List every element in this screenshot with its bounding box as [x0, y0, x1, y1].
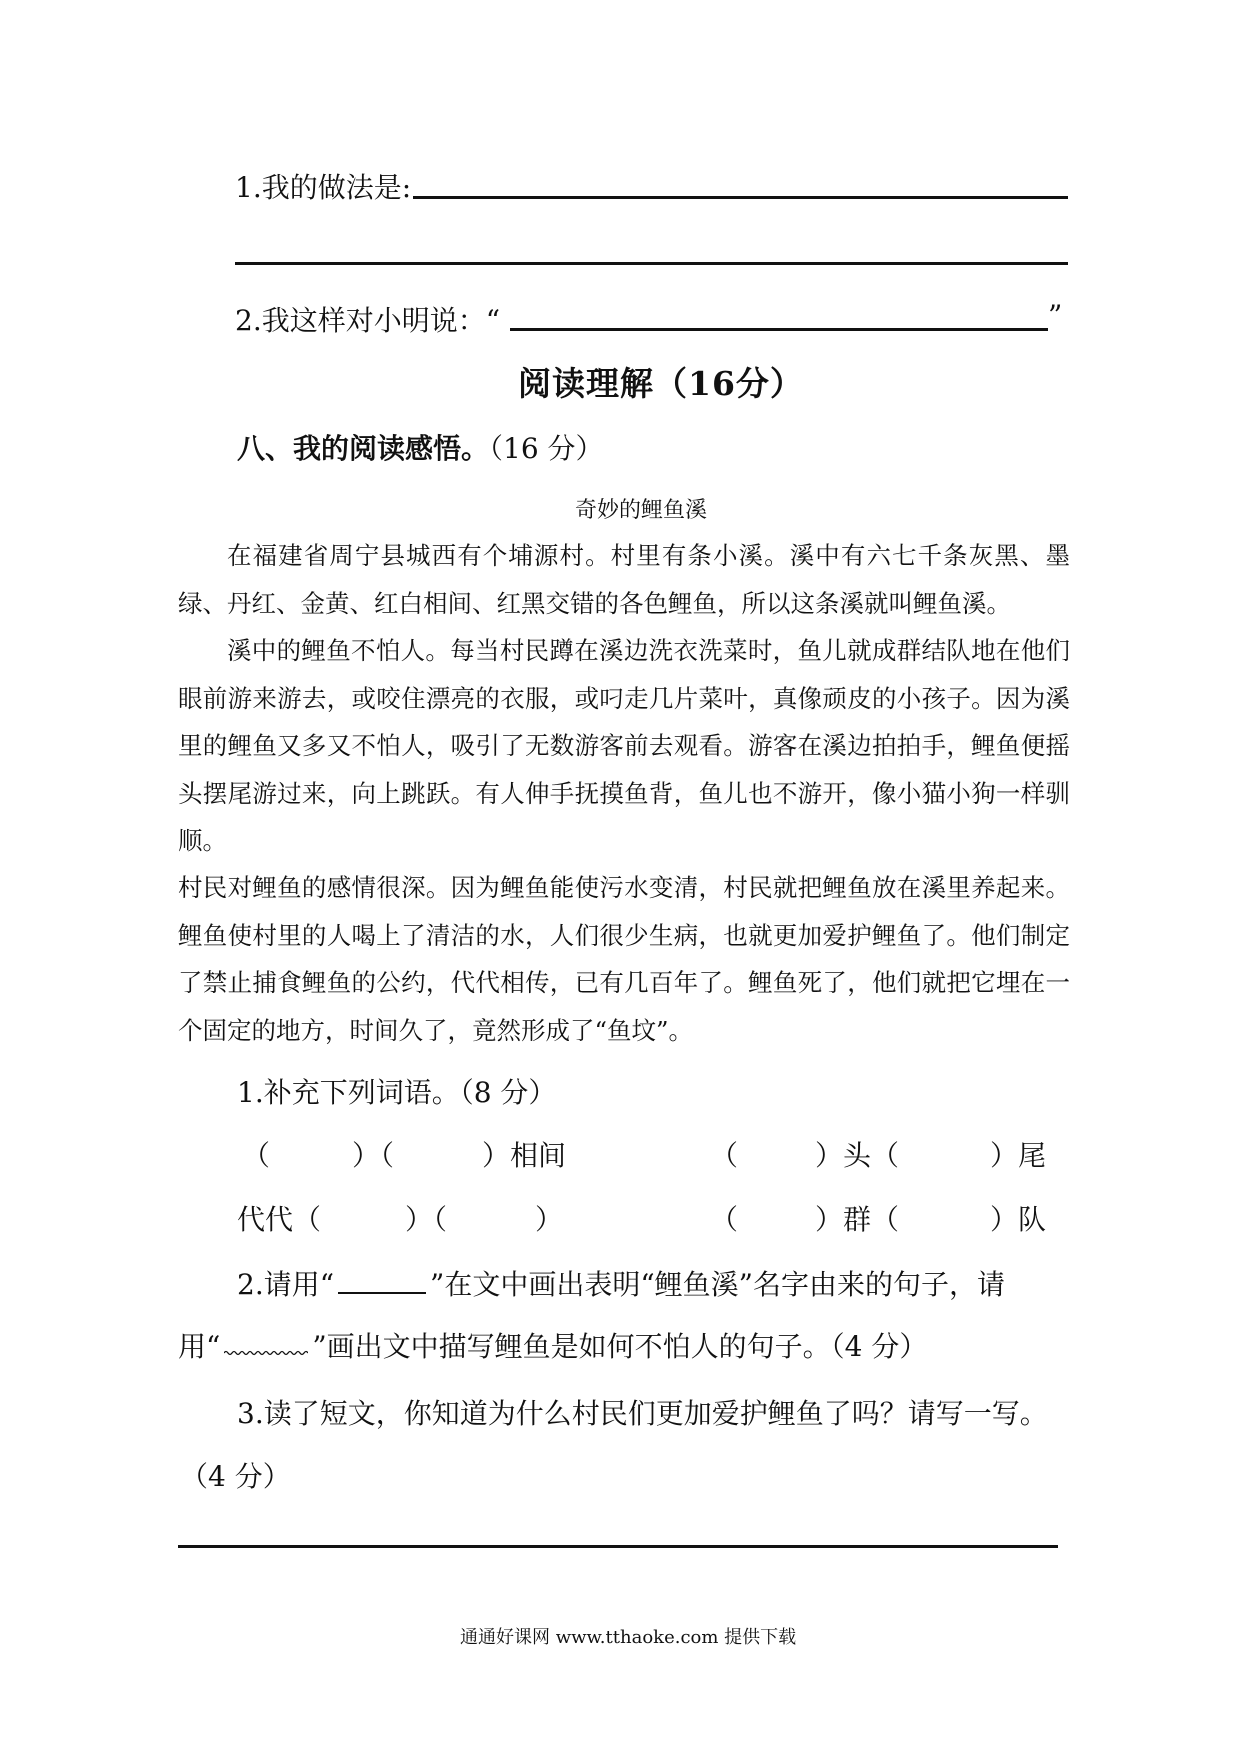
passage-title: 奇妙的鲤鱼溪	[575, 498, 708, 523]
answer-line-4[interactable]	[178, 1545, 1058, 1548]
question-3-line-1: 3.读了短文，你知道为什么村民们更加爱护鲤鱼了吗？请写一写。	[237, 1397, 1048, 1430]
question-2-line-1	[237, 1263, 1005, 1303]
fill-row2-left-mid[interactable]: ）（	[405, 1203, 448, 1236]
question-2-label: 2.我这样对小明说：“	[235, 304, 501, 337]
fill-row1-left-close2: ）相间	[482, 1139, 567, 1172]
section-points: （16 分）	[489, 432, 604, 465]
fill-row2-right-end: ）队	[990, 1203, 1047, 1236]
passage-paragraph-1: 在福建省周宁县城西有个埔源村。村里有条小溪。溪中有六七千条灰黑、墨绿、丹红、金黄、红白相间、红黑交错的各色鲤鱼，所以这条溪就叫鲤鱼溪。	[178, 541, 1070, 618]
answer-line-3[interactable]	[510, 328, 1048, 331]
question-2-line-2	[178, 1325, 927, 1365]
fill-row1-right-end: ）尾	[990, 1139, 1047, 1172]
question-2-close-quote: ”	[1048, 299, 1063, 332]
question-2-part-4: ”画出文中描写鲤鱼是如何不怕人的句子。（4 分）	[312, 1330, 928, 1363]
straight-underline-mark	[338, 1291, 426, 1294]
fill-row2-left-prefix[interactable]: 代代（	[237, 1203, 322, 1236]
question-1-label: 1.我的做法是:	[235, 171, 412, 204]
fill-row1-left-open1[interactable]: （	[242, 1139, 271, 1172]
fill-row1-right-open[interactable]: （	[710, 1139, 739, 1172]
section-title: 阅读理解（16分）	[518, 364, 804, 403]
question-2-part-3: 用“	[178, 1330, 221, 1363]
question-2-part-1: 2.请用“	[237, 1268, 335, 1301]
fill-row1-left-close1[interactable]: ）（	[352, 1139, 395, 1172]
section-heading	[237, 427, 604, 467]
passage-paragraph-3: 村民对鲤鱼的感情很深。因为鲤鱼能使污水变清，村民就把鲤鱼放在溪里养起来。鲤鱼使村里的人喝上了清洁的水，人们很少生病，也就更加爱护鲤鱼了。他们制定了禁止捕食鲤鱼的公约，代代相传，已有几百年了。鲤鱼死了，他们就把它埋在一个固定的地方，时间久了，竟然形成了“鱼坟”。	[178, 873, 1070, 1045]
fill-row2-right-open[interactable]: （	[710, 1203, 739, 1236]
page-footer: 通通好课网 www.tthaoke.com 提供下载	[460, 1627, 797, 1648]
question-1: 1.补充下列词语。（8 分）	[237, 1076, 557, 1109]
question-3-line-2: （4 分）	[180, 1460, 291, 1493]
fill-row2-left-end: ）	[535, 1203, 564, 1236]
answer-line-1[interactable]	[413, 196, 1068, 199]
question-2-part-2: ”在文中画出表明“鲤鱼溪”名字由来的句子，请	[430, 1268, 1005, 1301]
passage-paragraph-2: 溪中的鲤鱼不怕人。每当村民蹲在溪边洗衣洗菜时，鱼儿就成群结队地在他们眼前游来游去，或咬住漂亮的衣服，或叼走几片菜叶，真像顽皮的小孩子。因为溪里的鲤鱼又多又不怕人，吸引了无数游客前去观看。游客在溪边拍拍手，鲤鱼便摇头摆尾游过来，向上跳跃。有人伸手抚摸鱼背，鱼儿也不游开，像小猫小狗一样驯顺。	[178, 636, 1070, 855]
section-heading-text: 八、我的阅读感悟。	[237, 432, 490, 465]
fill-row1-right-mid[interactable]: ）头（	[815, 1139, 900, 1172]
answer-line-2[interactable]	[235, 262, 1068, 265]
fill-row2-right-mid[interactable]: ）群（	[815, 1203, 900, 1236]
wavy-underline-mark	[224, 1348, 308, 1356]
